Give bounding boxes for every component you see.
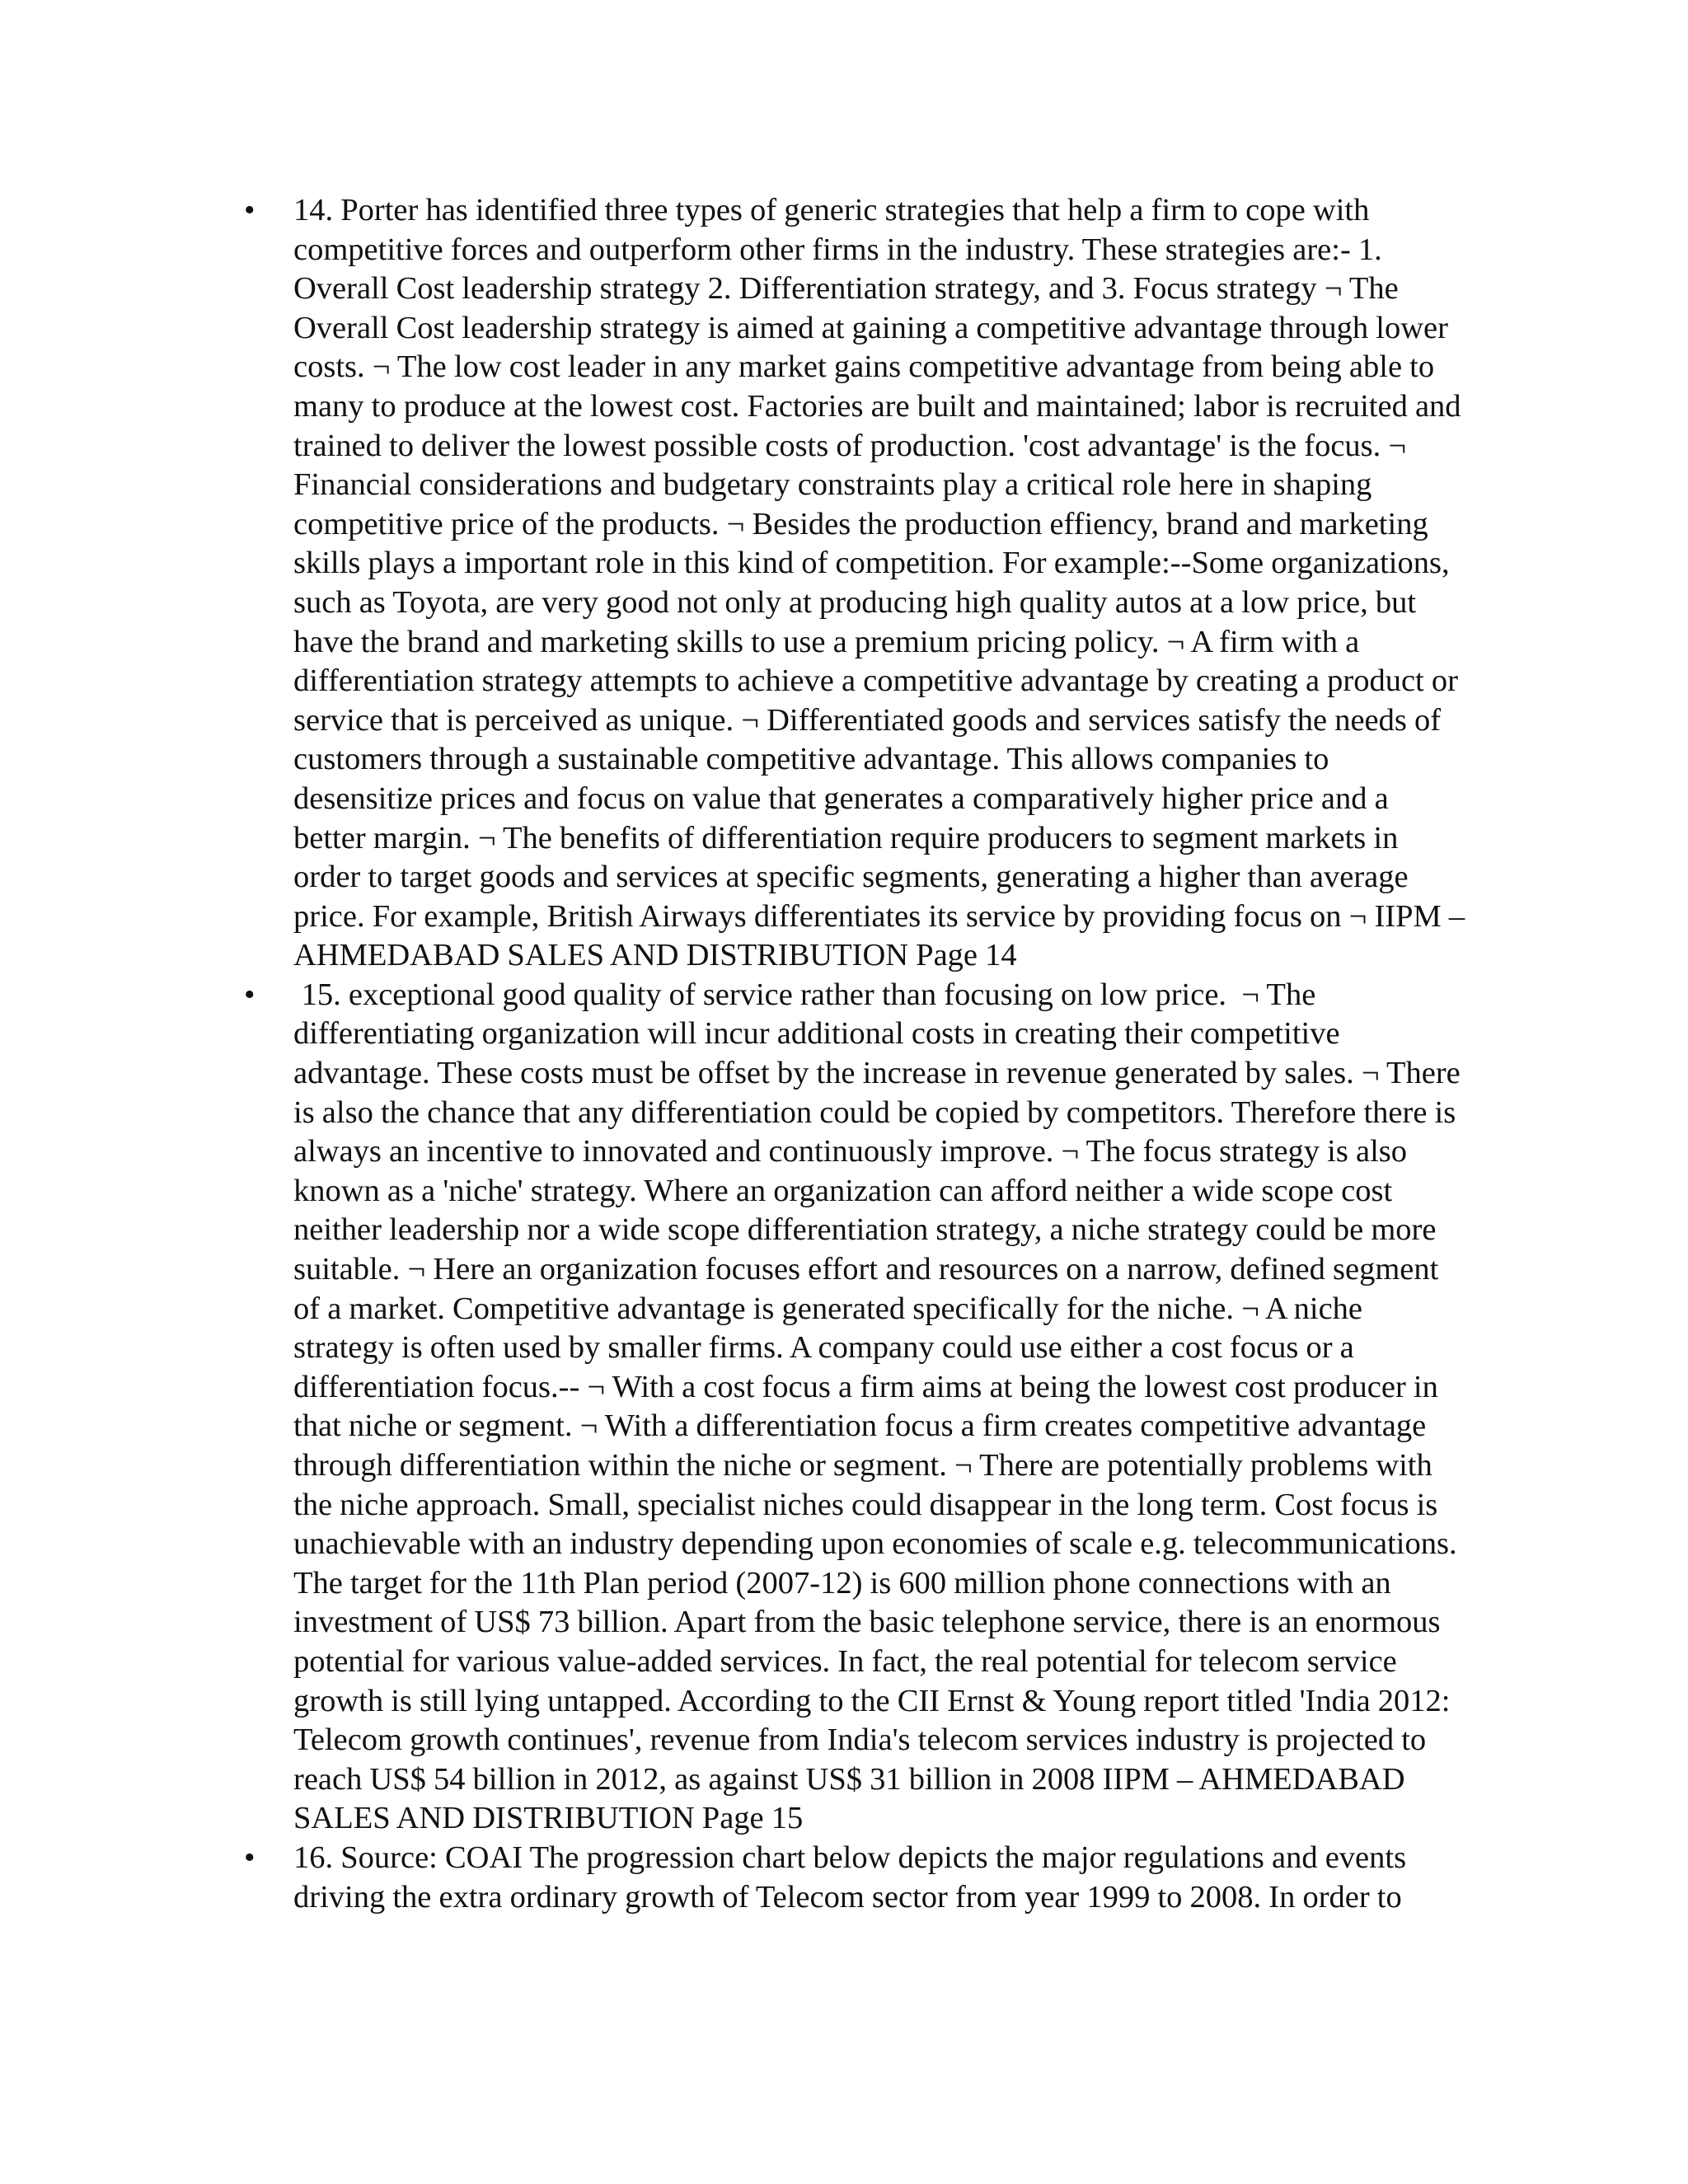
bullet-marker: • <box>244 977 256 1012</box>
bullet-marker: • <box>244 193 256 227</box>
list-item-text: 16. Source: COAI The progression chart below depicts the major regulations and events driving the extra ordinary growth of Telecom sector from year 1999 to 2008. In order to <box>293 1840 1407 1915</box>
list-item-16 <box>244 1839 1467 1917</box>
list-item-14 <box>244 191 1467 976</box>
list-item-text: 14. Porter has identified three types of generic strategies that help a firm to cope with competitive forces and outperform other firms in the industry. These strategies are:- 1. Overall Cost leadership strategy 2. Differentiation strategy, and 3. Focus strategy ¬ The Overall Cost leadership strategy is aimed at gaining a competitive advantage through lower costs. ¬ The low cost leader in any market gains competitive advantage from being able to many to produce at the lowest cost. Factories are built and maintained; labor is recruited and trained to deliver the lowest possible costs of production. 'cost advantage' is the focus. ¬ Financial considerations and budgetary constraints play a critical role here in shaping competitive price of the products. ¬ Besides the production effiency, brand and marketing skills plays a important role in this kind of competition. For example:--Some organizations, such as Toyota, are very good not only at producing high quality autos at a low price, but have the brand and marketing skills to use a premium pricing policy. ¬ A firm with a differentiation strategy attempts to achieve a competitive advantage by creating a product or service that is perceived as unique. ¬ Differentiated goods and services satisfy the needs of customers through a sustainable competitive advantage. This allows companies to desensitize prices and focus on value that generates a comparatively higher price and a better margin. ¬ The benefits of differentiation require producers to segment markets in order to target goods and services at specific segments, generating a higher than average price. For example, British Airways differentiates its service by providing focus on ¬ IIPM – AHMEDABAD SALES AND DISTRIBUTION Page 14 <box>293 193 1465 973</box>
list-item-15 <box>244 976 1468 1839</box>
bullet-list <box>244 191 1468 1917</box>
list-item-text: 15. exceptional good quality of service rather than focusing on low price. ¬ The differentiating organization will incur additional costs in creating their competitive advantage. These costs must be offset by the increase in revenue generated by sales. ¬ There is also the chance that any differentiation could be copied by competitors. Therefore there is always an incentive to innovated and continuously improve. ¬ The focus strategy is also known as a 'niche' strategy. Where an organization can afford neither a wide scope cost neither leadership nor a wide scope differentiation strategy, a niche strategy could be more suitable. ¬ Here an organization focuses effort and resources on a narrow, defined segment of a market. Competitive advantage is generated specifically for the niche. ¬ A niche strategy is often used by smaller firms. A company could use either a cost focus or a differentiation focus.-- ¬ With a cost focus a firm aims at being the lowest cost producer in that niche or segment. ¬ With a differentiation focus a firm creates competitive advantage through differentiation within the niche or segment. ¬ There are potentially problems with the niche approach. Small, specialist niches could disappear in the long term. Cost focus is unachievable with an industry depending upon economies of scale e.g. telecommunications. The target for the 11th Plan period (2007-12) is 600 million phone connections with an investment of US$ 73 billion. Apart from the basic telephone service, there is an enormous potential for various value-added services. In fact, the real potential for telecom service growth is still lying untapped. According to the CII Ernst & Young report titled 'India 2012: Telecom growth continues', revenue from India's telecom services industry is projected to reach US$ 54 billion in 2012, as against US$ 31 billion in 2008 IIPM – AHMEDABAD SALES AND DISTRIBUTION Page 15 <box>293 977 1468 1836</box>
bullet-marker: • <box>244 1840 256 1875</box>
